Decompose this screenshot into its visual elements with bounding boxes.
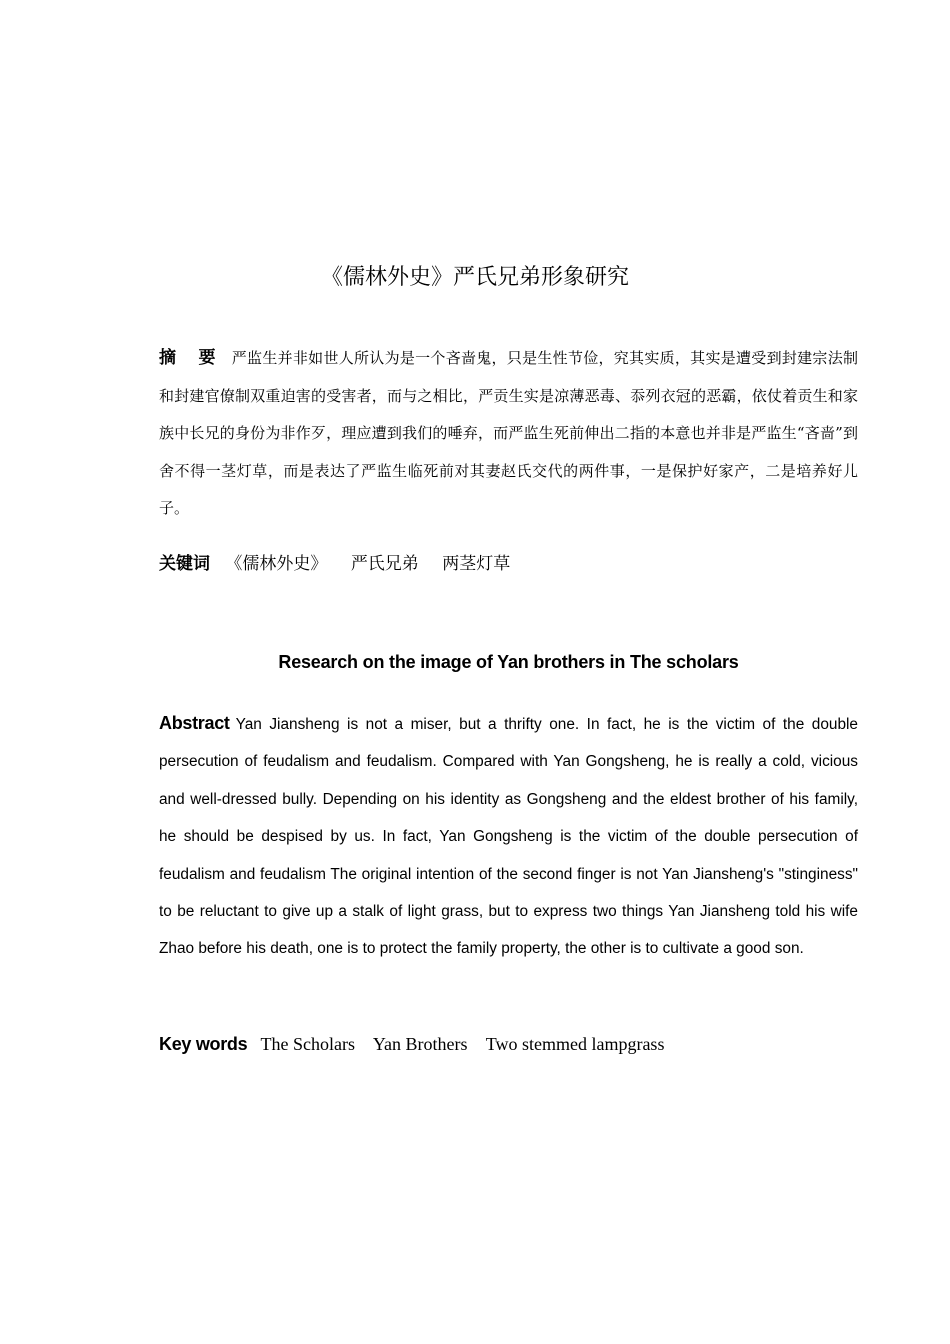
chinese-abstract-label: 摘 要 xyxy=(159,348,224,368)
chinese-keyword: 严氏兄弟 xyxy=(350,554,419,574)
chinese-keywords xyxy=(159,548,858,580)
chinese-keywords-label: 关键词 xyxy=(159,554,210,574)
english-keyword: Yan Brothers xyxy=(372,1034,468,1054)
english-abstract-text: Yan Jiansheng is not a miser, but a thrifty one. In fact, he is the victim of the double persecution of feudalism and feudalism. Compared with Yan Gongsheng, he is really a cold, vicious and well-dressed bully. Depending on his identity as Gongsheng and the eldest brother of his family, he should be despised by us. In fact, Yan Gongsheng is the victim of the double persecution of feudalism and feudalism The original intention of the second finger is not Yan Jiansheng's "stinginess" to be reluctant to give up a stalk of light grass, but to express two things Yan Jiansheng told his wife Zhao before his death, one is to protect the family property, the other is to cultivate a good son. xyxy=(159,716,858,958)
chinese-title: 《儒林外史》严氏兄弟形象研究 xyxy=(320,265,629,290)
english-keywords xyxy=(159,1029,858,1059)
english-keyword: The Scholars xyxy=(260,1034,356,1054)
chinese-keyword: 《儒林外史》 xyxy=(225,554,328,574)
english-keyword: Two stemmed lampgrass xyxy=(485,1034,665,1054)
chinese-keyword: 两茎灯草 xyxy=(442,554,511,574)
english-abstract xyxy=(159,705,858,968)
chinese-abstract xyxy=(159,340,858,528)
english-title: Research on the image of Yan brothers in The scholars xyxy=(278,652,739,672)
english-abstract-label: Abstract xyxy=(159,713,230,733)
chinese-abstract-text: 严监生并非如世人所认为是一个吝啬鬼，只是生性节俭，究其实质，其实是遭受到封建宗法制和封建官僚制双重迫害的受害者，而与之相比，严贡生实是凉薄恶毒、忝列衣冠的恶霸，依仗着贡生和家族中长兄的身份为非作歹，理应遭到我们的唾弃，而严监生死前伸出二指的本意也并非是严监生“吝啬”到舍不得一茎灯草，而是表达了严监生临死前对其妻赵氏交代的两件事，一是保护好家产，二是培养好儿子。 xyxy=(159,349,858,517)
english-keywords-label: Key words xyxy=(159,1034,248,1054)
